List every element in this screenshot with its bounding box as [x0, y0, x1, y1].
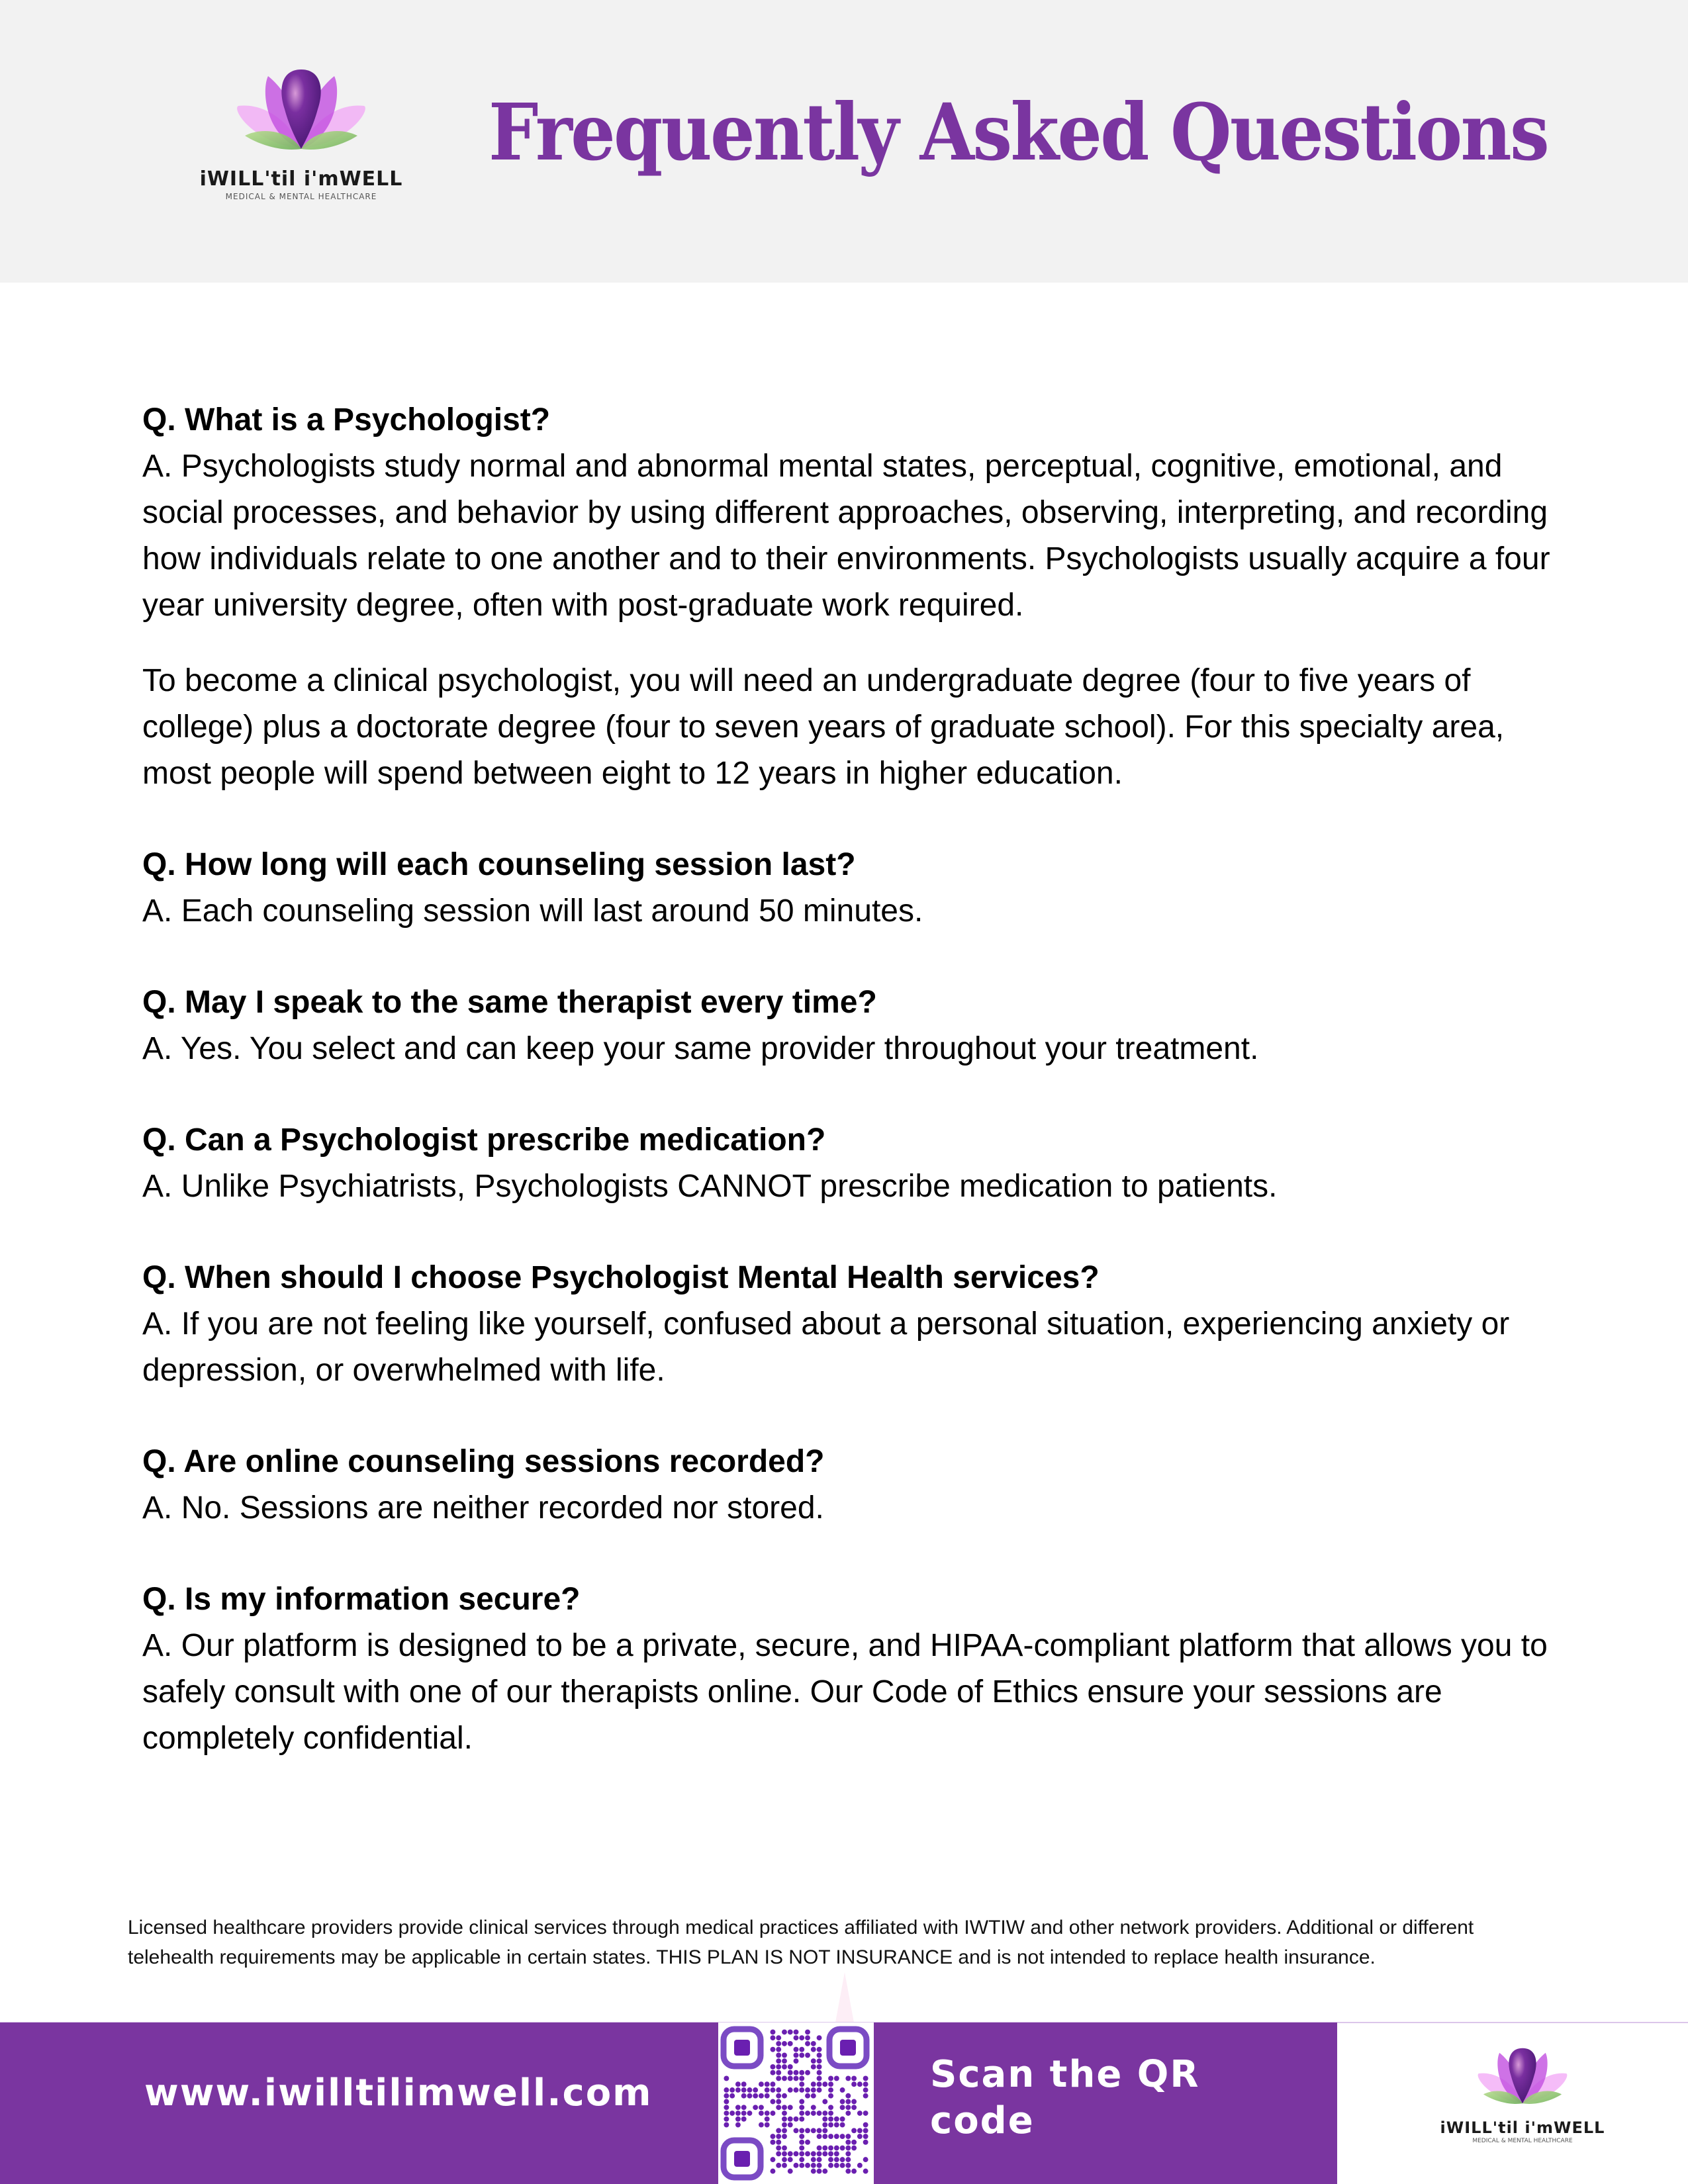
qr-dot [845, 2134, 851, 2139]
faq-question: Q. How long will each counseling session last? [142, 847, 856, 882]
qr-dot [822, 2151, 827, 2156]
qr-dot [822, 2099, 827, 2105]
qr-dot [817, 2163, 822, 2168]
qr-dot [851, 2081, 857, 2087]
qr-dot [788, 2169, 793, 2174]
logo-name: iWILL'til i'mWELL [199, 167, 403, 191]
qr-dot [851, 2128, 857, 2133]
qr-dot [747, 2111, 752, 2116]
qr-dot [805, 2035, 810, 2040]
qr-dot [845, 2163, 851, 2168]
qr-dot [811, 2041, 816, 2046]
qr-dot [729, 2093, 735, 2099]
qr-dot [776, 2128, 781, 2133]
qr-dot [817, 2052, 822, 2058]
qr-dot [776, 2070, 781, 2075]
qr-dot [753, 2105, 758, 2110]
disclaimer-text: Licensed healthcare providers provide clinical services through medical practices affiliated with IWTIW and other network providers. Additional or different telehealth requirements may be applicable in certain states. THIS PLAN IS NOT INSURANCE and is not intended to replace health insurance. [128, 1917, 1474, 1968]
qr-dot [724, 2093, 729, 2099]
qr-dot [724, 2111, 729, 2116]
qr-dot [735, 2111, 741, 2116]
qr-dot [828, 2151, 833, 2156]
qr-dot [851, 2099, 857, 2105]
qr-dot [863, 2076, 868, 2081]
qr-dot [805, 2093, 810, 2099]
qr-dot [729, 2087, 735, 2093]
qr-dot [782, 2122, 787, 2128]
qr-dot [840, 2087, 845, 2093]
qr-dot [776, 2105, 781, 2110]
qr-dot [822, 2116, 827, 2122]
qr-dot [788, 2076, 793, 2081]
faq-question: Q. May I speak to the same therapist every time? [142, 985, 877, 1020]
qr-dot [788, 2157, 793, 2162]
qr-dot [857, 2128, 863, 2133]
qr-code-graphic [718, 2023, 874, 2184]
qr-dot [822, 2169, 827, 2174]
qr-dot [794, 2076, 799, 2081]
qr-dot [857, 2134, 863, 2139]
qr-dot [834, 2163, 839, 2168]
qr-dot [782, 2116, 787, 2122]
qr-dot [851, 2146, 857, 2151]
qr-dot [799, 2052, 804, 2058]
qr-dot [788, 2151, 793, 2156]
qr-dot [771, 2134, 776, 2139]
qr-dot [828, 2116, 833, 2122]
qr-dot [840, 2134, 845, 2139]
qr-dot [782, 2052, 787, 2058]
qr-dot [776, 2140, 781, 2145]
qr-dot [765, 2122, 770, 2128]
qr-dot [724, 2087, 729, 2093]
qr-dot [805, 2087, 810, 2093]
qr-dot [834, 2122, 839, 2128]
qr-dot [776, 2058, 781, 2064]
footer-brand-logo [1423, 2042, 1622, 2144]
qr-dot [822, 2128, 827, 2133]
qr-dot [724, 2076, 729, 2081]
faq-answer: A. Each counseling session will last around 50 minutes. [142, 893, 923, 929]
qr-dot [863, 2087, 868, 2093]
qr-dot [834, 2157, 839, 2162]
qr-dot [741, 2105, 747, 2110]
qr-dot [782, 2064, 787, 2070]
qr-dot [799, 2035, 804, 2040]
qr-dot [782, 2029, 787, 2034]
qr-dot [794, 2047, 799, 2052]
qr-dot [863, 2128, 868, 2133]
qr-dot [788, 2041, 793, 2046]
qr-dot [771, 2099, 776, 2105]
qr-dot [759, 2093, 764, 2099]
faq-question: Q. Is my information secure? [142, 1582, 581, 1617]
qr-dot [799, 2081, 804, 2087]
qr-dot [794, 2070, 799, 2075]
lotus-icon [225, 63, 377, 162]
qr-dot [735, 2087, 741, 2093]
qr-dot [765, 2087, 770, 2093]
qr-dot [794, 2058, 799, 2064]
qr-dot [776, 2163, 781, 2168]
qr-dot [817, 2070, 822, 2075]
faq-answer: A. Unlike Psychiatrists, Psychologists CANNOT prescribe medication to patients. [142, 1169, 1278, 1204]
qr-dot [782, 2111, 787, 2116]
faq-question: Q. Can a Psychologist prescribe medication? [142, 1122, 826, 1158]
qr-dot [735, 2105, 741, 2110]
qr-dot [851, 2105, 857, 2110]
qr-dot [817, 2064, 822, 2070]
qr-dot [817, 2087, 822, 2093]
qr-dot [863, 2169, 868, 2174]
qr-dot [828, 2111, 833, 2116]
qr-dot [782, 2128, 787, 2133]
qr-dot [765, 2093, 770, 2099]
qr-dot [817, 2047, 822, 2052]
qr-dot [776, 2087, 781, 2093]
qr-dot [788, 2122, 793, 2128]
qr-dot [759, 2105, 764, 2110]
qr-dot [741, 2116, 747, 2122]
qr-dot [799, 2140, 804, 2145]
qr-dot [817, 2169, 822, 2174]
qr-dot [845, 2140, 851, 2145]
qr-dot [782, 2093, 787, 2099]
qr-dot [805, 2163, 810, 2168]
qr-dot [845, 2105, 851, 2110]
qr-dot [799, 2151, 804, 2156]
faq-item [142, 1255, 1552, 1394]
qr-dot [741, 2087, 747, 2093]
faq-item [142, 979, 1552, 1072]
qr-dot [771, 2087, 776, 2093]
qr-dot [765, 2111, 770, 2116]
qr-dot [828, 2163, 833, 2168]
qr-dot [822, 2146, 827, 2151]
qr-dot [799, 2111, 804, 2116]
qr-dot [811, 2087, 816, 2093]
qr-dot [776, 2099, 781, 2105]
qr-dot [834, 2146, 839, 2151]
qr-dot [828, 2134, 833, 2139]
qr-dot [794, 2128, 799, 2133]
faq-list [142, 397, 1552, 1807]
qr-dot [776, 2035, 781, 2040]
qr-dot [840, 2116, 845, 2122]
qr-dot [851, 2076, 857, 2081]
website-link[interactable]: www.iwilltilimwell.com [144, 2071, 653, 2115]
qr-dot [799, 2099, 804, 2105]
faq-answer-extra: To become a clinical psychologist, you will need an undergraduate degree (four to five years of college) plus a doctorate degree (four to seven years of graduate school). For this specialty area, most people will spend between eight to 12 years in higher education. [142, 663, 1505, 791]
qr-dot [724, 2099, 729, 2105]
faq-item [142, 842, 1552, 934]
qr-dot [776, 2076, 781, 2081]
qr-dot [851, 2140, 857, 2145]
faq-answer: A. Yes. You select and can keep your same provider throughout your treatment. [142, 1031, 1259, 1066]
qr-dot [811, 2169, 816, 2174]
decorative-spike [835, 1972, 854, 2023]
qr-code-icon[interactable] [718, 2023, 874, 2184]
qr-dot [805, 2111, 810, 2116]
qr-dot [834, 2151, 839, 2156]
qr-dot [828, 2087, 833, 2093]
qr-dot [782, 2163, 787, 2168]
qr-dot [817, 2157, 822, 2162]
page-title: Frequently Asked Questions [489, 86, 1548, 178]
qr-dot [863, 2093, 868, 2099]
qr-dot [759, 2122, 764, 2128]
faq-question: Q. Are online counseling sessions recorded? [142, 1444, 825, 1479]
qr-dot [817, 2128, 822, 2133]
qr-dot [799, 2134, 804, 2139]
qr-dot [811, 2157, 816, 2162]
qr-dot [817, 2111, 822, 2116]
qr-dot [817, 2058, 822, 2064]
qr-dot [822, 2134, 827, 2139]
qr-dot [776, 2052, 781, 2058]
qr-dot [771, 2140, 776, 2145]
qr-dot [771, 2070, 776, 2075]
qr-dot [811, 2111, 816, 2116]
faq-answer: A. If you are not feeling like yourself, confused about a personal situation, experiencing anxiety or depression, or overwhelmed with life. [142, 1306, 1510, 1388]
qr-dot [782, 2041, 787, 2046]
qr-dot [735, 2122, 741, 2128]
qr-dot [845, 2099, 851, 2105]
scan-qr-label: Scan the QR code [930, 2053, 1200, 2142]
qr-dot [788, 2105, 793, 2110]
qr-dot [811, 2093, 816, 2099]
qr-dot [799, 2105, 804, 2110]
qr-dot [794, 2163, 799, 2168]
qr-dot [834, 2116, 839, 2122]
faq-answer: A. Psychologists study normal and abnormal mental states, perceptual, cognitive, emotional, and social processes, and behavior by using different approaches, observing, interpreting, and recording how individuals relate to one another and to their environments. Psychologists usually acquire a four year university degree, often with post-graduate work required. [142, 449, 1550, 623]
qr-dot [857, 2081, 863, 2087]
qr-dot [811, 2163, 816, 2168]
qr-dot [735, 2081, 741, 2087]
qr-dot [747, 2093, 752, 2099]
qr-dot [753, 2087, 758, 2093]
qr-dot [799, 2146, 804, 2151]
qr-dot [811, 2128, 816, 2133]
qr-dot [822, 2122, 827, 2128]
qr-dot [840, 2099, 845, 2105]
qr-dot [771, 2035, 776, 2040]
qr-dot [771, 2111, 776, 2116]
qr-dot [799, 2163, 804, 2168]
qr-dot [863, 2157, 868, 2162]
qr-dot [776, 2041, 781, 2046]
qr-dot [828, 2122, 833, 2128]
qr-dot [805, 2128, 810, 2133]
qr-dot [805, 2041, 810, 2046]
qr-dot [834, 2076, 839, 2081]
qr-dot [782, 2105, 787, 2110]
qr-dot [799, 2157, 804, 2162]
qr-dot [724, 2122, 729, 2128]
qr-dot [799, 2128, 804, 2133]
faq-item [142, 1576, 1552, 1762]
qr-dot [840, 2105, 845, 2110]
qr-dot [776, 2151, 781, 2156]
qr-dot [741, 2111, 747, 2116]
qr-dot [834, 2134, 839, 2139]
qr-dot [828, 2093, 833, 2099]
qr-dot [840, 2163, 845, 2168]
faq-answer: A. Our platform is designed to be a private, secure, and HIPAA-compliant platform that allows you to safely consult with one of our therapists online. Our Code of Ethics ensure your sessions are completely confidential. [142, 1628, 1548, 1756]
qr-dot [845, 2076, 851, 2081]
faq-question: Q. When should I choose Psychologist Mental Health services? [142, 1260, 1100, 1295]
qr-dot [828, 2157, 833, 2162]
qr-dot [782, 2157, 787, 2162]
qr-dot [817, 2035, 822, 2040]
qr-dot [776, 2093, 781, 2099]
brand-logo [199, 63, 404, 201]
qr-dot [805, 2151, 810, 2156]
qr-dot [771, 2081, 776, 2087]
qr-dot [776, 2146, 781, 2151]
faq-question: Q. What is a Psychologist? [142, 402, 551, 437]
qr-dot [840, 2122, 845, 2128]
qr-dot [759, 2111, 764, 2116]
qr-dot [845, 2111, 851, 2116]
qr-dot [863, 2134, 868, 2139]
qr-dot [741, 2081, 747, 2087]
qr-dot [805, 2029, 810, 2034]
qr-dot [747, 2087, 752, 2093]
qr-dot [857, 2163, 863, 2168]
qr-dot [799, 2047, 804, 2052]
qr-dot [811, 2151, 816, 2156]
qr-dot [765, 2116, 770, 2122]
qr-dot [863, 2140, 868, 2145]
qr-dot [817, 2076, 822, 2081]
qr-dot [811, 2047, 816, 2052]
qr-dot [788, 2116, 793, 2122]
qr-dot [724, 2105, 729, 2110]
qr-dot [845, 2093, 851, 2099]
qr-dot [863, 2111, 868, 2116]
qr-dot [822, 2111, 827, 2116]
qr-dot [845, 2146, 851, 2151]
qr-dot [799, 2070, 804, 2075]
qr-dot [794, 2029, 799, 2034]
qr-dot [771, 2047, 776, 2052]
qr-dot [776, 2064, 781, 2070]
qr-dot [782, 2146, 787, 2151]
faq-item [142, 1439, 1552, 1531]
qr-dot [724, 2116, 729, 2122]
qr-dot [765, 2081, 770, 2087]
qr-dot [840, 2146, 845, 2151]
qr-dot [741, 2093, 747, 2099]
logo-tagline: MEDICAL & MENTAL HEALTHCARE [1472, 2138, 1573, 2144]
qr-dot [782, 2076, 787, 2081]
logo-tagline: MEDICAL & MENTAL HEALTHCARE [225, 192, 377, 201]
qr-dot [771, 2157, 776, 2162]
qr-dot [845, 2151, 851, 2156]
qr-dot [799, 2076, 804, 2081]
qr-dot [794, 2035, 799, 2040]
qr-dot [759, 2081, 764, 2087]
qr-dot [776, 2134, 781, 2139]
qr-dot [822, 2081, 827, 2087]
qr-dot [817, 2134, 822, 2139]
qr-dot [788, 2064, 793, 2070]
qr-dot [735, 2116, 741, 2122]
qr-dot [828, 2076, 833, 2081]
qr-dot [771, 2169, 776, 2174]
qr-dot [863, 2081, 868, 2087]
qr-dot [845, 2169, 851, 2174]
qr-dot [845, 2157, 851, 2162]
qr-dot [794, 2052, 799, 2058]
qr-dot [794, 2116, 799, 2122]
qr-dot [805, 2070, 810, 2075]
qr-dot [828, 2105, 833, 2110]
qr-dot [817, 2081, 822, 2087]
qr-dot [799, 2116, 804, 2122]
qr-dot [857, 2111, 863, 2116]
qr-dot [788, 2029, 793, 2034]
qr-dot [805, 2140, 810, 2145]
qr-dot [753, 2093, 758, 2099]
logo-name: iWILL'til i'mWELL [1440, 2118, 1605, 2137]
qr-dot [771, 2029, 776, 2034]
qr-dot [771, 2064, 776, 2070]
qr-dot [794, 2087, 799, 2093]
qr-dot [828, 2081, 833, 2087]
qr-dot [794, 2151, 799, 2156]
qr-dot [817, 2151, 822, 2156]
qr-dot [811, 2058, 816, 2064]
faq-answer: A. No. Sessions are neither recorded nor stored. [142, 1490, 824, 1525]
qr-dot [729, 2111, 735, 2116]
qr-dot [805, 2052, 810, 2058]
qr-dot [788, 2087, 793, 2093]
qr-dot [782, 2058, 787, 2064]
qr-dot [782, 2151, 787, 2156]
faq-item [142, 1117, 1552, 1210]
qr-dot [799, 2087, 804, 2093]
qr-dot [776, 2047, 781, 2052]
qr-dot [811, 2081, 816, 2087]
lotus-icon [1470, 2042, 1575, 2115]
qr-dot [811, 2105, 816, 2110]
qr-dot [828, 2146, 833, 2151]
qr-dot [851, 2169, 857, 2174]
qr-dot [788, 2070, 793, 2075]
qr-dot [782, 2134, 787, 2139]
qr-dot [811, 2064, 816, 2070]
qr-dot [840, 2157, 845, 2162]
faq-item [142, 397, 1552, 797]
qr-dot [817, 2146, 822, 2151]
qr-dot [863, 2122, 868, 2128]
